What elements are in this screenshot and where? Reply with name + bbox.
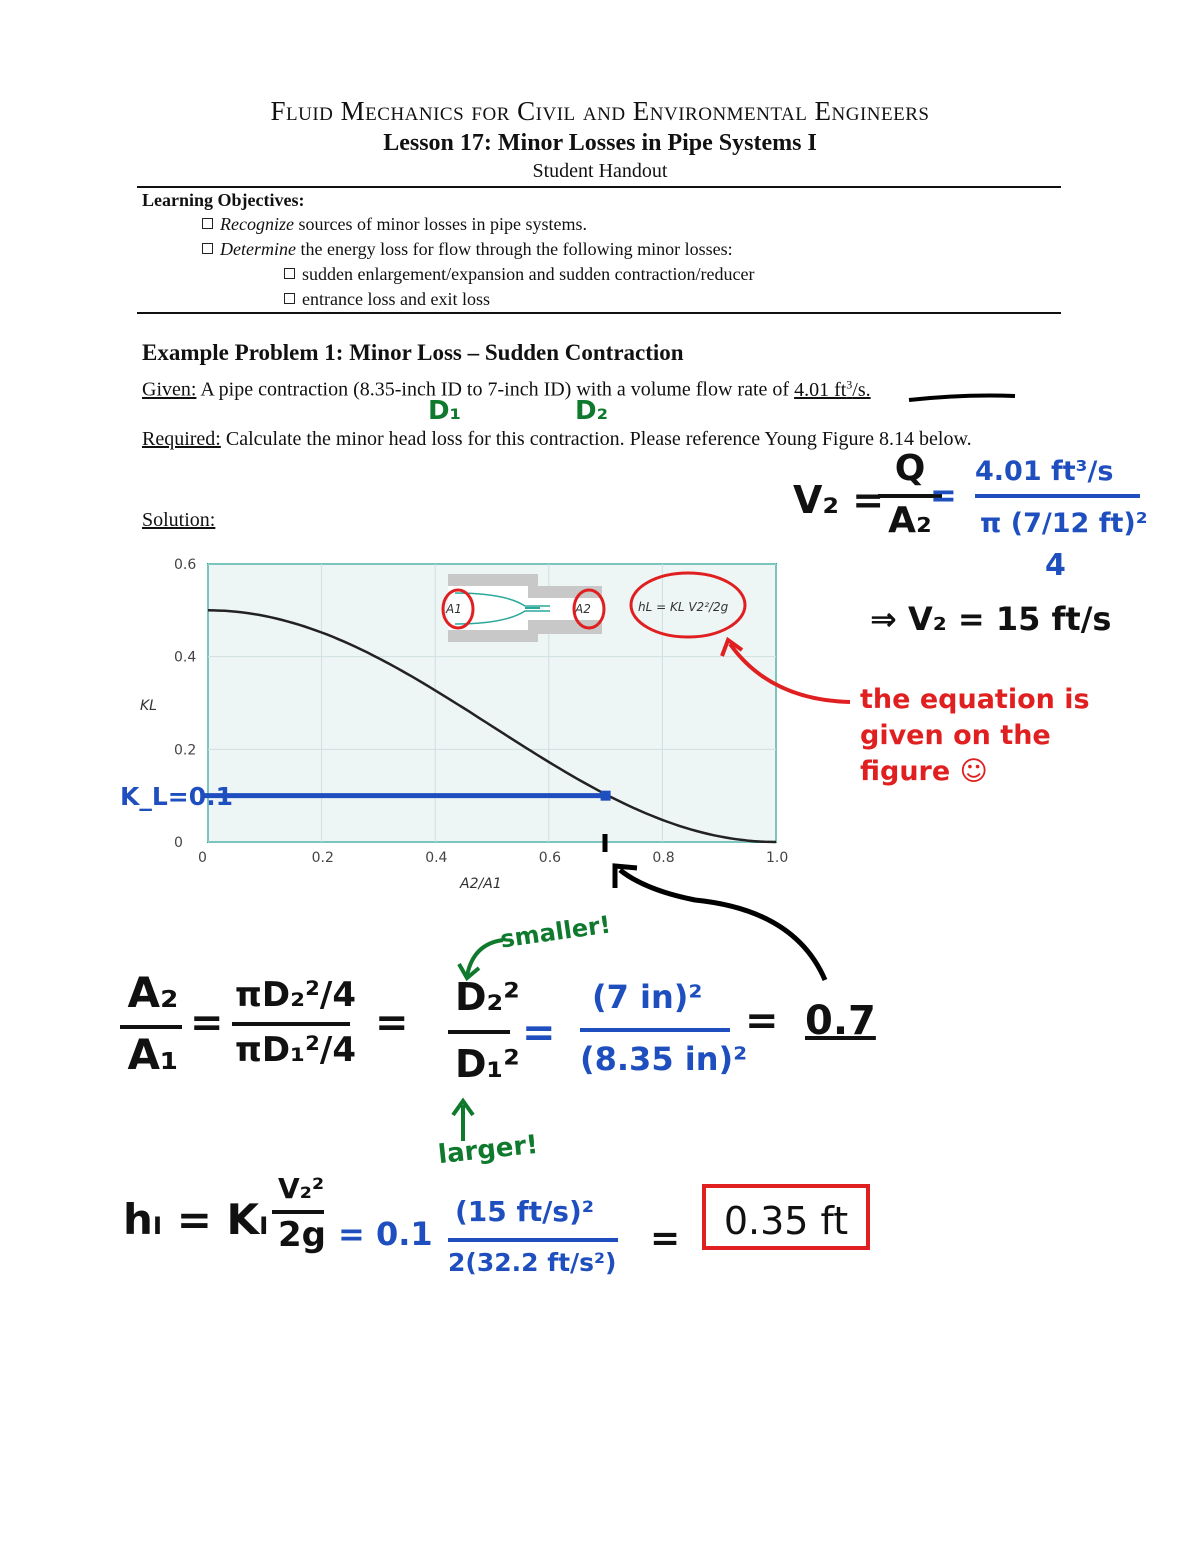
required-text: Required: Calculate the minor head loss for this contraction. Please reference Young Figure 8.14 below.	[142, 428, 972, 450]
x-tick-label: 0.8	[652, 850, 675, 866]
inset-a1: A1	[446, 602, 462, 616]
handout-label: Student Handout	[532, 160, 668, 182]
x-axis-label: A2/A1	[460, 876, 502, 892]
y-axis-label: KL	[140, 698, 157, 714]
ratio-val-num: (7 in)²	[592, 978, 703, 1016]
v2-num-bar	[975, 494, 1140, 498]
v2-denominator-4: 4	[1045, 548, 1066, 583]
hl-frac-bar	[272, 1210, 324, 1214]
ratio-d-num: D₂²	[455, 975, 520, 1019]
y-tick-label: 0.6	[174, 557, 197, 573]
hl-k-value: = 0.1	[338, 1215, 433, 1253]
hl-result-box: 0.35 ft	[702, 1184, 870, 1250]
divider-bottom	[137, 312, 1061, 314]
objective-item: Recognize sources of minor losses in pipe systems.	[202, 214, 587, 235]
note-arrow	[700, 630, 880, 710]
ratio-d-den: D₁²	[455, 1042, 520, 1086]
x-tick-label: 0.2	[311, 850, 334, 866]
v2-eq: =	[930, 476, 957, 514]
divider-top	[137, 186, 1061, 188]
equation-note: the equation is given on the figure ☺	[860, 684, 1090, 787]
ratio-eq-1: =	[190, 1000, 224, 1046]
flow-underline	[905, 390, 1025, 406]
v2-a: A₂	[888, 500, 932, 541]
v2-numerator: 4.01 ft³/s	[975, 456, 1114, 487]
checkbox-icon	[284, 268, 295, 279]
ratio-lhs-den: A₁	[127, 1030, 179, 1079]
hl-den: 2(32.2 ft/s²)	[448, 1248, 617, 1277]
y-tick-label: 0.4	[174, 649, 197, 666]
ratio-mid-bar	[232, 1022, 350, 1026]
objective-item: Determine the energy loss for flow through the following minor losses:	[202, 239, 733, 260]
inset-formula: hL = KL V2²/2g	[638, 600, 729, 614]
hl-frac-den: 2g	[278, 1215, 326, 1255]
ratio-val-bar	[580, 1028, 730, 1032]
hl-num: (15 ft/s)²	[455, 1195, 595, 1228]
ratio-lhs-num: A₂	[127, 968, 179, 1017]
checkbox-icon	[284, 293, 295, 304]
ratio-mid-den: πD₁²/4	[235, 1030, 356, 1070]
ratio-lhs-bar	[120, 1025, 182, 1029]
solution-label: Solution:	[142, 509, 216, 531]
d1-annotation: D₁	[428, 396, 461, 426]
v2-result: ⇒ V₂ = 15 ft/s	[870, 600, 1112, 638]
ratio-eq-4: =	[745, 998, 779, 1044]
v2-denominator: π (7/12 ft)²	[980, 508, 1148, 539]
x-tick-label: 1.0	[766, 850, 789, 866]
objective-subitem: entrance loss and exit loss	[284, 289, 490, 310]
y-tick-label: 0	[174, 835, 183, 851]
ratio-mid-num: πD₂²/4	[235, 975, 356, 1015]
example-title: Example Problem 1: Minor Loss – Sudden Contraction	[142, 340, 684, 365]
inset-a2: A2	[575, 602, 591, 616]
v2-lhs: V₂ =	[793, 478, 885, 522]
hl-eq: =	[650, 1218, 681, 1259]
hl-num-bar	[448, 1238, 618, 1242]
given-text: Given: A pipe contraction (8.35-inch ID to 7-inch ID) with a volume flow rate of 4.01 $ft^3/s$.	[142, 377, 871, 401]
checkbox-icon	[202, 218, 213, 229]
smaller-arrow	[455, 930, 515, 990]
hl-frac-num: V₂²	[278, 1172, 325, 1205]
ratio-eq-3: =	[522, 1010, 556, 1056]
ratio-result: 0.7	[805, 998, 876, 1044]
smaller-note: smaller!	[498, 910, 613, 954]
y-tick-label: 0.2	[174, 742, 197, 759]
d2-annotation: D₂	[575, 396, 608, 426]
larger-note: larger!	[436, 1129, 540, 1171]
hl-lhs: hₗ = Kₗ	[123, 1195, 269, 1244]
kl-annotation-point	[601, 791, 611, 801]
course-title: Fluid Mechanics for Civil and Environmental Engineers	[270, 96, 930, 126]
objective-subitem: sudden enlargement/expansion and sudden contraction/reducer	[284, 264, 755, 285]
ratio-d-bar	[448, 1030, 510, 1034]
kl-value-label: K_L=0.1	[120, 782, 234, 811]
ratio-val-den: (8.35 in)²	[580, 1040, 748, 1078]
checkbox-icon	[202, 243, 213, 254]
x-tick-label: 0.4	[425, 850, 448, 866]
x-tick-label: 0.6	[538, 850, 562, 866]
x-tick-label: 0	[198, 850, 207, 866]
lesson-title: Lesson 17: Minor Losses in Pipe Systems I	[383, 130, 817, 156]
v2-q: Q	[894, 448, 926, 489]
objectives-title: Learning Objectives:	[142, 190, 305, 210]
ratio-eq-2: =	[375, 1000, 409, 1046]
